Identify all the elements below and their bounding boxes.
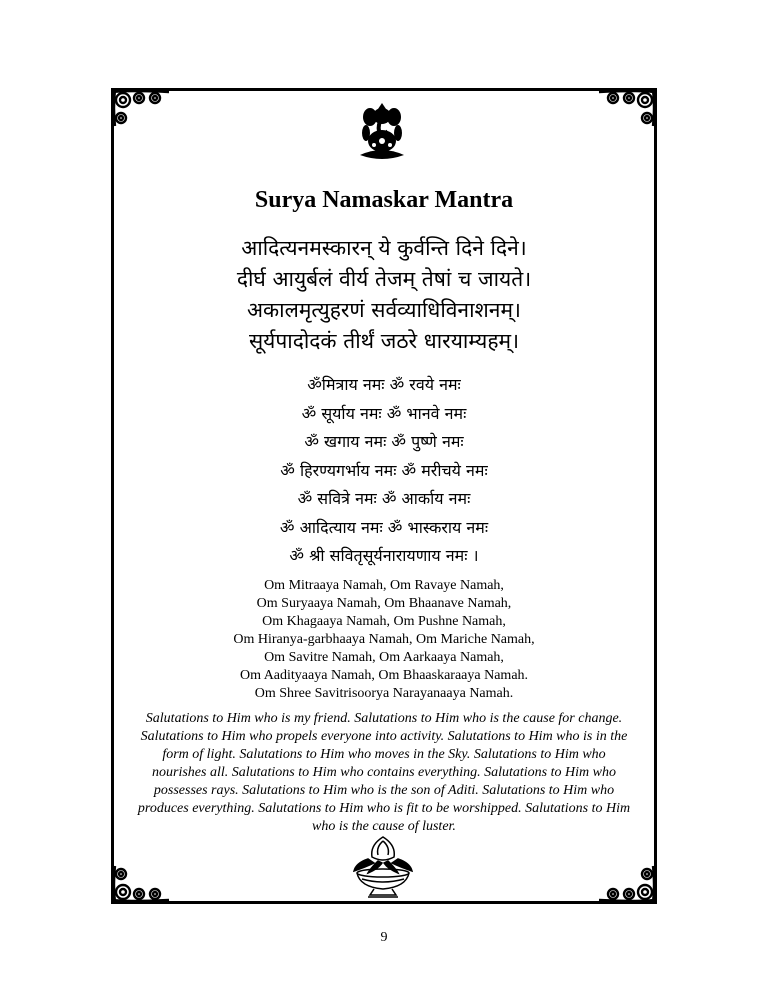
meaning-line: produces everything. Salutations to Him who is fit to be worshipped. Salutations to Him bbox=[137, 801, 631, 816]
translit-line: Om Suryaaya Namah, Om Bhaanave Namah, bbox=[256, 596, 512, 611]
sanskrit-verse bbox=[114, 233, 654, 357]
meaning-line: who is the cause of luster. bbox=[312, 819, 456, 834]
transliteration bbox=[114, 577, 654, 703]
english-meaning bbox=[120, 710, 648, 836]
name-line: ॐ श्री सवितृसूर्यनारायणाय नमः । bbox=[289, 546, 479, 565]
sanskrit-names bbox=[114, 371, 654, 571]
verse-line: अकालमृत्युहरणं सर्वव्याधिविनाशनम्। bbox=[247, 298, 521, 322]
meaning-line: Salutations to Him who propels everyone into activity. Salutations to Him who is in the bbox=[140, 729, 628, 744]
name-line: ॐ खगाय नमः ॐ पुष्णे नमः bbox=[304, 432, 464, 451]
name-line: ॐ सवित्रे नमः ॐ आर्काय नमः bbox=[297, 489, 471, 508]
meaning-line: possesses rays. Salutations to Him who is the son of Aditi. Salutations to Him who bbox=[153, 783, 615, 798]
translit-line: Om Aadityaaya Namah, Om Bhaaskaraaya Namah. bbox=[239, 668, 529, 683]
translit-line: Om Hiranya-garbhaaya Namah, Om Mariche Namah, bbox=[233, 632, 535, 647]
meaning-line: nourishes all. Salutations to Him who contains everything. Salutations to Him who bbox=[152, 765, 616, 780]
name-line: ॐ आदित्याय नमः ॐ भास्कराय नमः bbox=[279, 517, 489, 537]
page-number: 9 bbox=[380, 930, 388, 945]
verse-line: दीर्घ आयुर्बलं वीर्य तेजम् तेषां च जायते। bbox=[236, 267, 532, 291]
page-title: Surya Namaskar Mantra bbox=[254, 187, 514, 213]
swirl-corner-icon bbox=[111, 88, 171, 128]
translit-line: Om Khagaaya Namah, Om Pushne Namah, bbox=[262, 614, 506, 629]
swirl-corner-icon bbox=[597, 88, 657, 128]
translit-line: Om Shree Savitrisoorya Narayanaaya Namah. bbox=[254, 686, 514, 701]
page-border-frame bbox=[111, 88, 657, 904]
swirl-corner-icon bbox=[597, 864, 657, 904]
translit-line: Om Mitraaya Namah, Om Ravaye Namah, bbox=[264, 578, 504, 593]
meaning-line: Salutations to Him who is my friend. Salutations to Him who is the cause for change. bbox=[145, 711, 623, 726]
kalash-icon bbox=[348, 833, 418, 899]
swirl-corner-icon bbox=[111, 864, 171, 904]
translit-line: Om Savitre Namah, Om Aarkaaya Namah, bbox=[264, 650, 504, 665]
meaning-line: form of light. Salutations to Him who moves in the Sky. Salutations to Him who bbox=[162, 747, 606, 762]
verse-line: सूर्यपादोदकं तीर्थं जठरे धारयाम्यहम्। bbox=[248, 329, 520, 353]
ganesha-icon bbox=[354, 101, 410, 163]
name-line: ॐमित्राय नमः ॐ रवये नमः bbox=[307, 375, 461, 394]
verse-line: आदित्यनमस्कारन् ये कुर्वन्ति दिने दिने। bbox=[241, 236, 527, 260]
name-line: ॐ हिरण्यगर्भाय नमः ॐ मरीचये नमः bbox=[280, 460, 488, 480]
name-line: ॐ सूर्याय नमः ॐ भानवे नमः bbox=[301, 403, 467, 423]
